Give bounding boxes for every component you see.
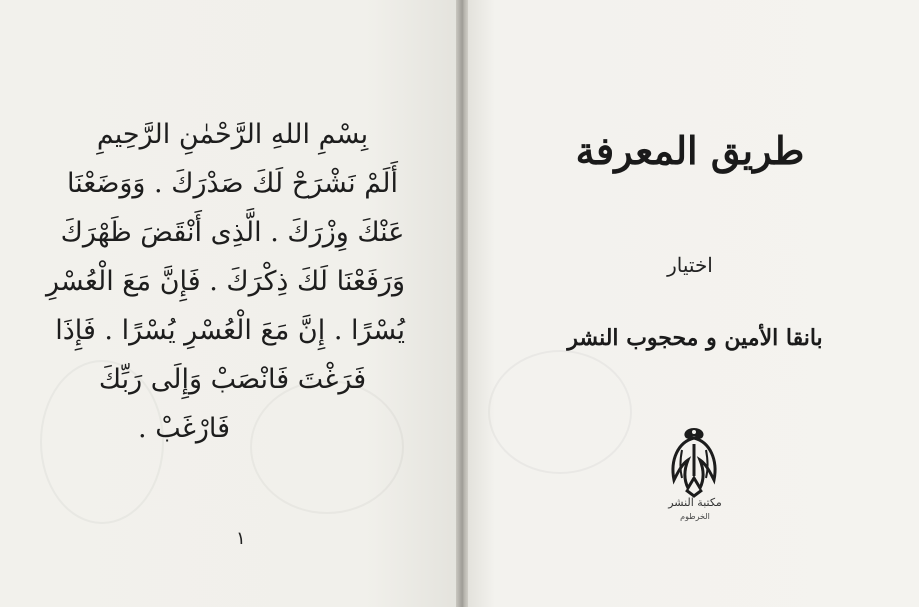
verse-line: فَرَغْتَ فَانْصَبْ وَإِلَى رَبِّكَ	[98, 364, 367, 395]
publisher-bird-logo-icon	[664, 420, 724, 500]
bleed-through-shape	[488, 350, 632, 474]
selection-label: اختيار	[667, 253, 713, 277]
surah-text	[45, 110, 405, 453]
book-title: طريق المعرفة	[575, 128, 805, 173]
publisher-name	[640, 496, 750, 524]
verse-line: بِسْمِ اللهِ الرَّحْمٰنِ الرَّحِيمِ	[96, 119, 369, 150]
verse-line: وَرَفَعْنَا لَكَ ذِكْرَكَ . فَإِنَّ مَعَ الْعُسْرِ	[45, 266, 405, 297]
left-page	[0, 0, 458, 607]
verse-line: عَنْكَ وِزْرَكَ . الَّذِى أَنْقَضَ ظَهْرَكَ	[60, 217, 405, 248]
verse-line: فَارْغَبْ .	[138, 413, 230, 444]
page-number: ١	[236, 528, 246, 549]
publisher-label: مكتبة النشر	[668, 496, 722, 509]
verse-line: أَلَمْ نَشْرَحْ لَكَ صَدْرَكَ . وَوَضَعْنَا	[67, 168, 398, 199]
authors: بانقا الأمين و محجوب النشر	[567, 325, 823, 351]
verse-line: يُسْرًا . إِنَّ مَعَ الْعُسْرِ يُسْرًا . فَإِذَا	[55, 315, 405, 346]
publisher-city: الخرطوم	[680, 512, 710, 521]
